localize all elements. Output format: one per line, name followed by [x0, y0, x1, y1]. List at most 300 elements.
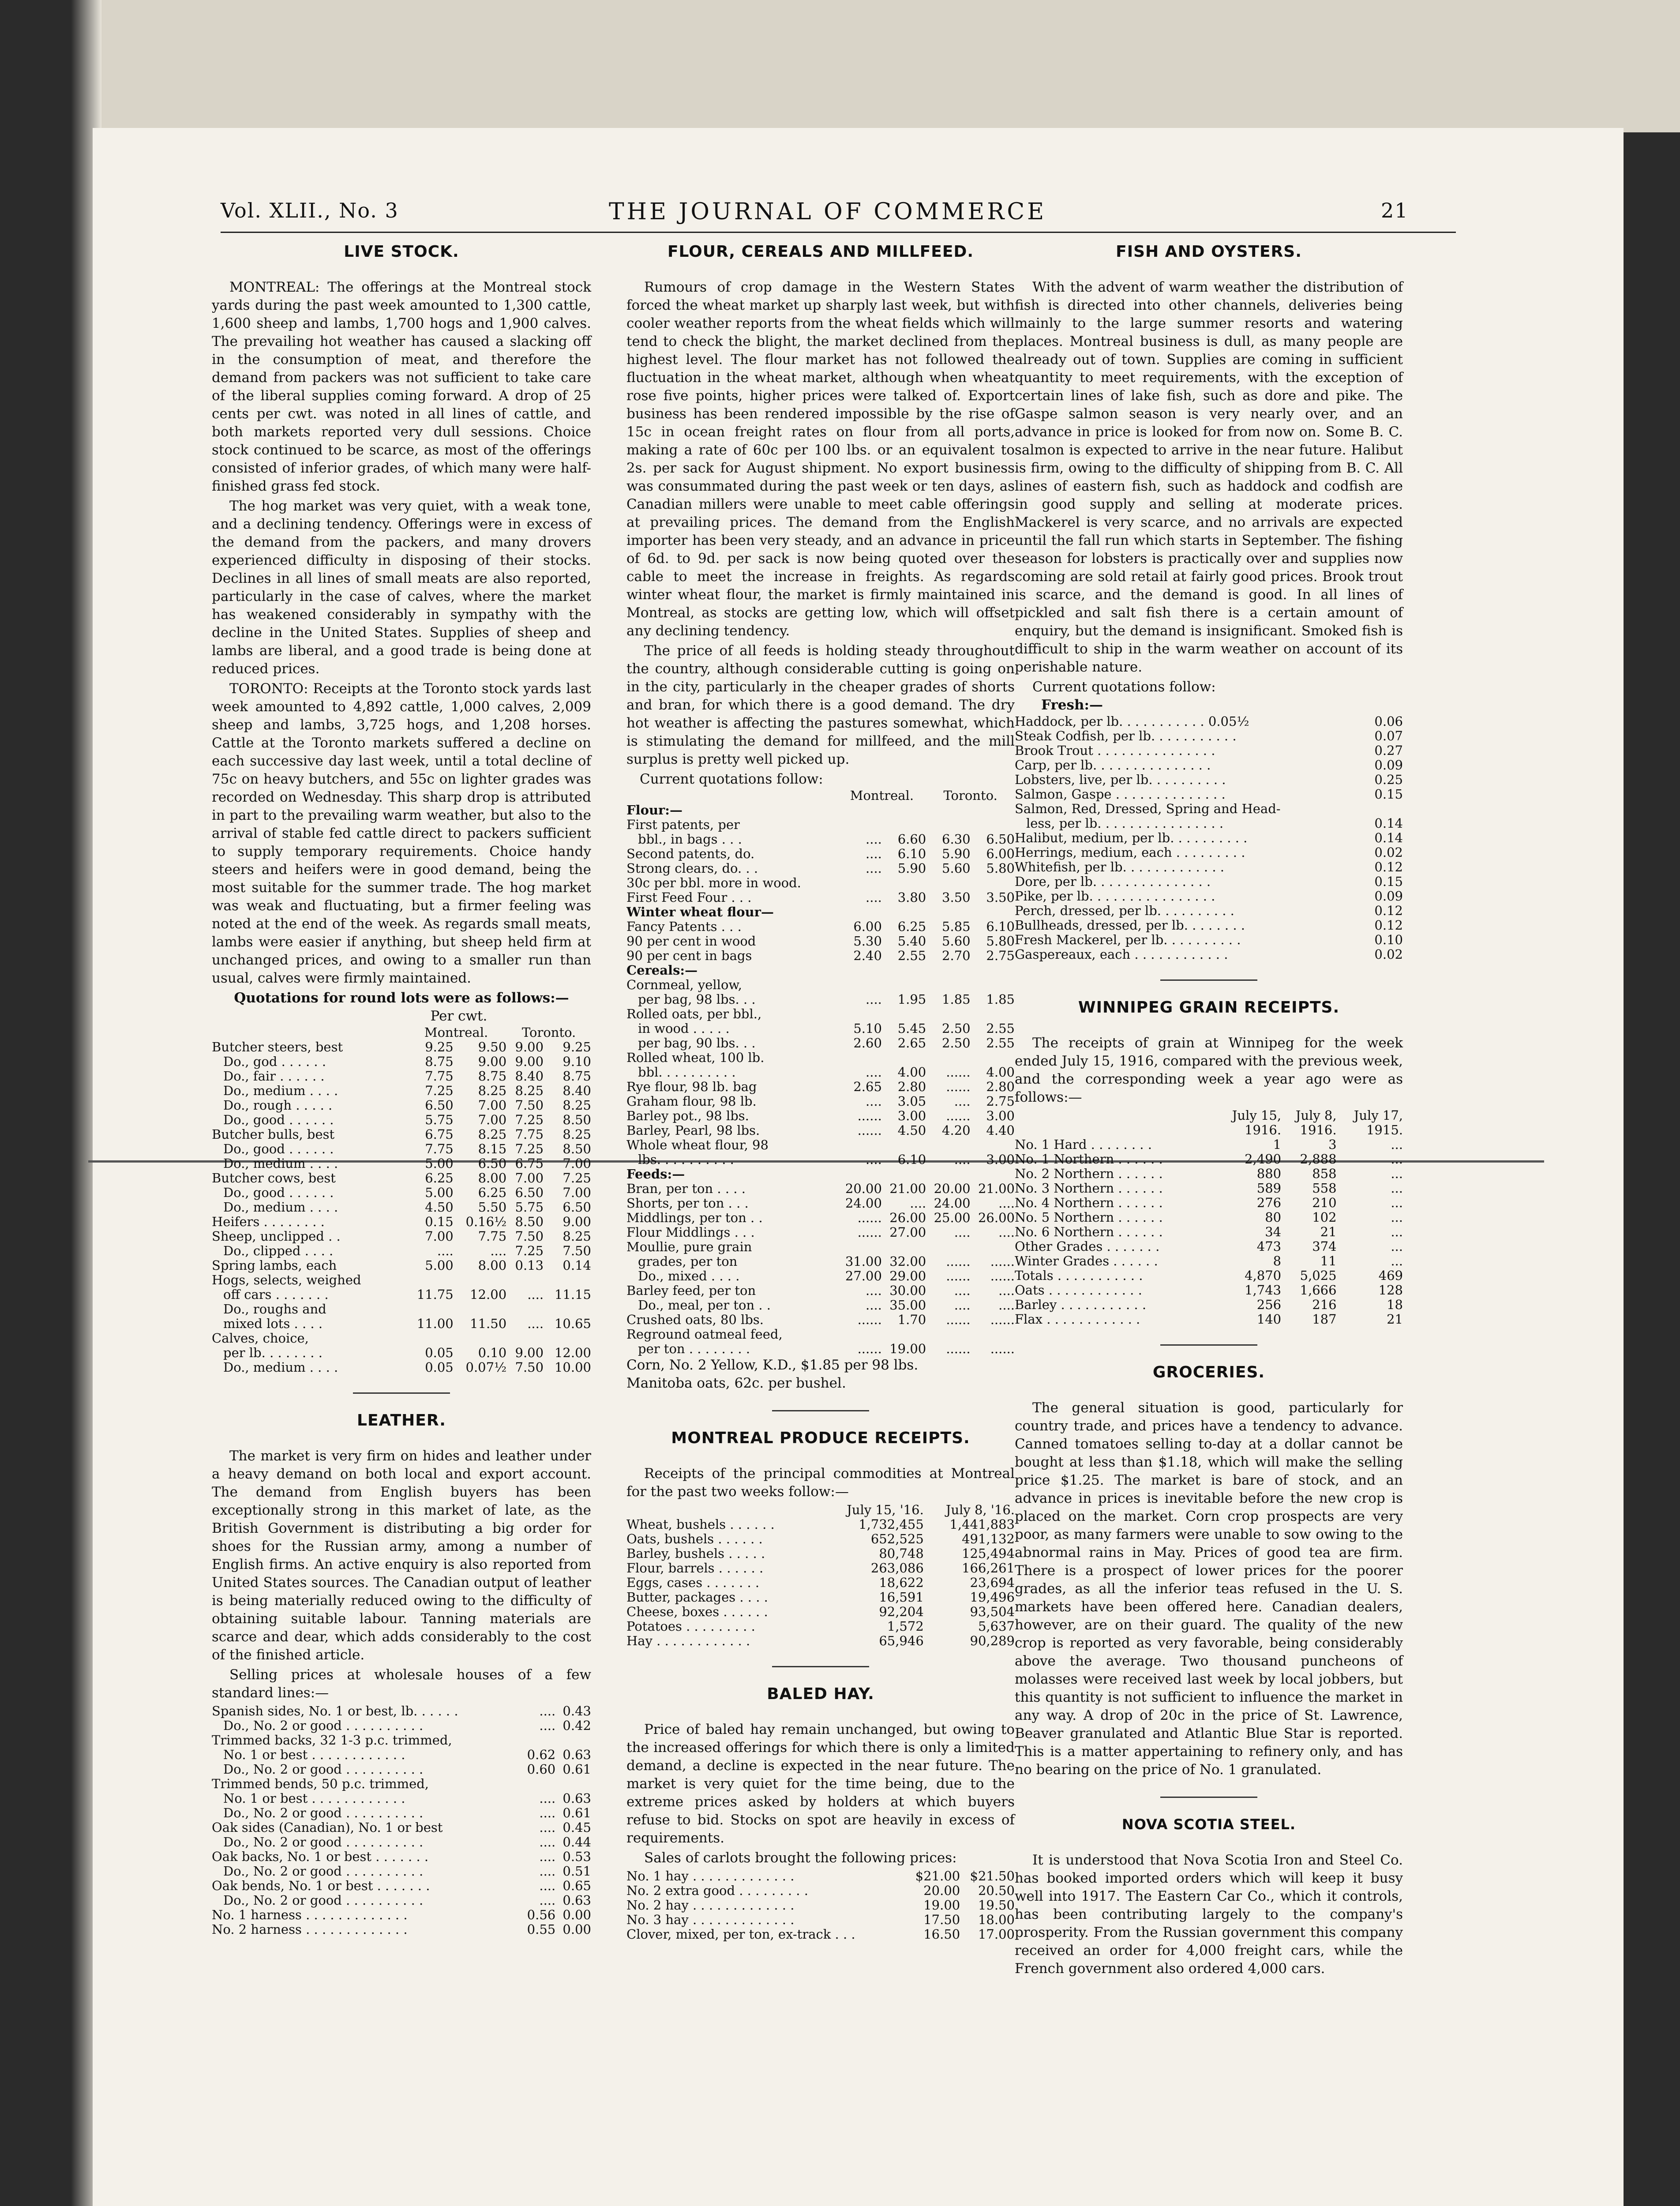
- row-label: First Feed Four . . .: [626, 890, 752, 905]
- table-row: [626, 1605, 1015, 1619]
- row-value: 0.14: [1374, 816, 1403, 831]
- row-value: [454, 1273, 506, 1287]
- row-value: 21: [1387, 1312, 1403, 1327]
- row-label: Potatoes . . . . . . . . .: [626, 1619, 755, 1634]
- row-value: [838, 876, 882, 890]
- row-label: Cornmeal, yellow,: [626, 978, 742, 992]
- row-value: ......: [990, 1268, 1015, 1283]
- table-row: [626, 890, 1015, 905]
- row-label: off cars . . . . . . .: [223, 1287, 329, 1302]
- row-label: Calves, choice,: [212, 1331, 309, 1346]
- table-row: [212, 1229, 591, 1244]
- row-value: 7.00: [478, 1098, 507, 1113]
- flour-footer-line-2: Manitoba oats, 62c. per bushel.: [626, 1375, 846, 1391]
- row-label: Do., medium . . . .: [223, 1156, 338, 1171]
- table-row: [212, 1186, 591, 1200]
- row-value: 19.00: [889, 1341, 926, 1356]
- page-number: 21: [1381, 199, 1409, 222]
- winnipeg-head-1: July 15,: [1232, 1108, 1282, 1123]
- table-row: [626, 905, 1015, 919]
- row-value: 7.25: [425, 1083, 454, 1098]
- row-value: 9.25: [562, 1039, 591, 1054]
- row-label: Flour, barrels . . . . . .: [626, 1561, 764, 1576]
- winnipeg-heading: WINNIPEG GRAIN RECEIPTS.: [1078, 998, 1340, 1017]
- row-label: Fresh Mackerel, per lb. . . . . . . . . .: [1015, 933, 1241, 947]
- row-value: 6.00: [853, 919, 882, 934]
- paragraph: The price of all feeds is holding steady throughout the country, although considerable cutting is going on in the city, particularly in the cheaper grades of shorts and bran, for which there is a good demand. The dry hot weather is affecting the pastures somewhat, which is stimulating the demand for millfeed, and the mill surplus is pretty well picked up.: [626, 643, 1015, 767]
- fish-fresh-label: Fresh:—: [1041, 697, 1103, 713]
- row-value: 0.55: [527, 1922, 556, 1937]
- row-value: 166,261: [962, 1561, 1015, 1576]
- row-value: 0.00: [562, 1907, 591, 1922]
- row-value: 18.00: [978, 1912, 1015, 1927]
- winnipeg-table: [1015, 1108, 1403, 1327]
- table-row: [212, 1806, 591, 1820]
- row-value: [882, 1138, 926, 1152]
- row-value: ......: [946, 1065, 971, 1080]
- fish-body: [1015, 278, 1403, 676]
- row-value: ......: [857, 1123, 882, 1138]
- row-value: 6.10: [897, 1152, 926, 1167]
- row-value: 18: [1387, 1297, 1403, 1312]
- table-row: [626, 803, 1015, 818]
- row-value: 0.45: [562, 1820, 591, 1835]
- flour-col-montreal: Montreal.: [850, 788, 914, 803]
- row-label: No. 1 or best . . . . . . . . . . . .: [223, 1791, 405, 1806]
- row-value: [926, 963, 970, 978]
- row-value: [838, 963, 882, 978]
- row-value: [454, 1302, 506, 1317]
- row-value: [971, 876, 1015, 890]
- table-row: [626, 1517, 1015, 1532]
- row-value: ....: [539, 1849, 556, 1864]
- row-value: [882, 905, 926, 919]
- row-value: 491,132: [962, 1531, 1015, 1546]
- row-value: ....: [866, 1094, 882, 1109]
- flour-heading: FLOUR, CEREALS AND MILLFEED.: [667, 243, 974, 261]
- row-value: 1.70: [897, 1312, 926, 1327]
- table-row: [1015, 1137, 1403, 1152]
- row-value: 7.75: [425, 1069, 454, 1084]
- row-label: Spanish sides, No. 1 or best, lb. . . . . .: [212, 1704, 458, 1718]
- row-label: Barley, bushels . . . . .: [626, 1546, 765, 1561]
- row-value: 0.10: [1374, 932, 1403, 947]
- row-value: 858: [1312, 1166, 1337, 1181]
- table-row: [1015, 729, 1403, 743]
- row-value: [882, 1327, 926, 1342]
- row-value: 19.50: [978, 1898, 1015, 1913]
- row-value: 24.00: [934, 1196, 971, 1211]
- row-value: 5.90: [897, 861, 926, 876]
- row-label: Oats . . . . . . . . . . . .: [1015, 1283, 1142, 1298]
- section-divider: [353, 1392, 450, 1394]
- row-value: 2.65: [897, 1035, 926, 1050]
- volume-label: Vol. XLII., No. 3: [221, 199, 399, 222]
- row-value: [506, 1302, 544, 1317]
- row-label: Spring lambs, each: [212, 1258, 337, 1273]
- table-row: [1015, 1152, 1403, 1167]
- baled-hay-heading: BALED HAY.: [767, 1685, 874, 1703]
- produce-intro: Receipts of the principal commodities at Montreal for the past two weeks follow:—: [626, 1466, 1015, 1500]
- row-value: [971, 1007, 1015, 1021]
- row-value: ...: [1391, 1224, 1403, 1239]
- table-row: [626, 963, 1015, 978]
- row-label: Middlings, per ton . .: [626, 1211, 763, 1225]
- row-label: per bag, 98 lbs. . .: [638, 992, 756, 1007]
- row-label: Oak backs, No. 1 or best . . . . . . .: [212, 1850, 429, 1864]
- row-value: 0.00: [562, 1922, 591, 1937]
- row-value: 1: [1273, 1137, 1282, 1152]
- row-value: 0.12: [1374, 918, 1403, 933]
- row-value: 2.80: [986, 1079, 1015, 1094]
- row-value: 9.00: [515, 1345, 544, 1360]
- row-label: Do., good . . . . . .: [223, 1113, 334, 1127]
- row-value: ......: [857, 1210, 882, 1225]
- row-label: Barley pot., 98 lbs.: [626, 1109, 749, 1123]
- row-value: 9.25: [425, 1039, 454, 1054]
- table-row: [626, 1298, 1015, 1313]
- table-row: [212, 1098, 591, 1113]
- row-value: 25.00: [934, 1210, 971, 1225]
- table-row: [626, 1167, 1015, 1182]
- row-value: [406, 1331, 454, 1346]
- row-value: [838, 1007, 882, 1021]
- row-value: 6.60: [897, 832, 926, 847]
- table-row: [212, 1864, 591, 1879]
- row-label: Whitefish, per lb. . . . . . . . . . . . .: [1015, 860, 1225, 874]
- row-value: ....: [539, 1718, 556, 1733]
- row-value: 0.15: [1374, 787, 1403, 802]
- winnipeg-year-3: 1915.: [1366, 1122, 1403, 1137]
- row-label: Do., No. 2 or good . . . . . . . . . .: [223, 1893, 424, 1908]
- row-value: 7.00: [478, 1112, 507, 1127]
- row-label: Perch, dressed, per lb. . . . . . . . . .: [1015, 904, 1234, 918]
- row-value: 1.95: [897, 992, 926, 1007]
- paragraph: With the advent of warm weather the distribution of fish is directed into other channels, deliveries being mainly to the large summer resorts and watering places. Montreal business is dull, as many people are already out of town. Supplies are coming in sufficient quantity to meet requirements, with the exception of certain lines of lake fish, such as dore and pike. The Gaspe salmon season is very nearly over, and an advance in price is looked for from now on. Some B. C. salmon is expected to arrive in the near future. Halibut is firm, owing to the difficulty of shipping from B. C. All lines of eastern fish, such as haddock and codfish are in good supply and selling at moderate prices. Mackerel is very scarce, and no arrivals are expected until the fall run which starts in September. The fishing season for lobsters is practically over and supplies now coming are sold retail at fairly good prices. Brook trout is scarce, and the demand is good. In all lines of pickled and salt fish there is a certain amount of enquiry, but the demand is insignificant. Smoked fish is difficult to ship in the warm weather on account of its perishable nature.: [1015, 279, 1403, 675]
- paragraph: Selling prices at wholesale houses of a few standard lines:—: [212, 1667, 591, 1701]
- row-value: 7.50: [515, 1360, 544, 1375]
- row-value: 0.51: [562, 1864, 591, 1879]
- table-row: [212, 1331, 591, 1346]
- row-value: ......: [946, 1108, 971, 1123]
- row-label: No. 2 extra good . . . . . . . . .: [626, 1883, 808, 1898]
- row-label: Do., mixed . . . .: [638, 1269, 740, 1283]
- row-value: 0.05: [425, 1345, 454, 1360]
- row-value: 8.40: [515, 1069, 544, 1084]
- row-value: 4.50: [425, 1200, 454, 1215]
- row-value: 128: [1378, 1283, 1403, 1298]
- row-value: ...: [1391, 1210, 1403, 1225]
- row-value: 6.50: [562, 1200, 591, 1215]
- row-label: Do., rough . . . . .: [223, 1098, 333, 1113]
- row-label: Steak Codfish, per lb. . . . . . . . . . .: [1015, 729, 1237, 743]
- row-value: 11.15: [554, 1287, 591, 1302]
- row-label: Hay . . . . . . . . . . . .: [626, 1634, 750, 1648]
- table-row: [212, 1273, 591, 1287]
- section-divider: [1160, 1344, 1257, 1346]
- table-row: [212, 1215, 591, 1229]
- row-value: 2.75: [986, 948, 1015, 963]
- paragraph: The hog market was very quiet, with a weak tone, and a declining tendency. Offerings were in excess of the demand from the packers, and many drovers experienced difficulty in disposing of their stocks. Declines in all lines of small meats are also reported, particularly in the case of calves, where the market has weakened considerably in sympathy with the decline in the United States. Supplies of sheep and lambs are liberal, and a good trade is being done at reduced prices.: [212, 498, 591, 677]
- table-row: [212, 1748, 591, 1762]
- row-value: 7.25: [515, 1112, 544, 1127]
- row-label: No. 2 harness . . . . . . . . . . . . .: [212, 1922, 408, 1937]
- table-row: [212, 1908, 591, 1922]
- row-value: 18,622: [879, 1575, 924, 1590]
- row-value: 12.00: [470, 1287, 507, 1302]
- row-label: per ton . . . . . . . .: [638, 1342, 750, 1356]
- row-value: ....: [998, 1225, 1015, 1240]
- table-row: [626, 1913, 1015, 1927]
- table-row: [1015, 758, 1403, 773]
- row-value: 558: [1312, 1181, 1337, 1196]
- table-row: [1015, 1283, 1403, 1298]
- row-value: 0.44: [562, 1835, 591, 1850]
- row-label: No. 3 Northern . . . . . .: [1015, 1181, 1163, 1196]
- table-row: [626, 1576, 1015, 1590]
- row-value: 4.20: [942, 1123, 971, 1138]
- row-label: Do., god . . . . . .: [223, 1054, 326, 1069]
- row-label: Do., good . . . . . .: [223, 1142, 334, 1156]
- row-value: [406, 1273, 454, 1287]
- row-value: [454, 1331, 506, 1346]
- row-value: 7.00: [562, 1185, 591, 1200]
- row-value: ....: [539, 1893, 556, 1908]
- row-label: in wood . . . . .: [638, 1021, 730, 1036]
- row-label: mixed lots . . . .: [223, 1317, 323, 1331]
- row-value: 0.06: [1374, 714, 1403, 729]
- leather-heading: LEATHER.: [357, 1411, 446, 1429]
- row-value: 256: [1256, 1297, 1282, 1312]
- row-value: 0.43: [562, 1703, 591, 1718]
- row-value: [838, 803, 882, 818]
- table-row: [626, 1313, 1015, 1327]
- table-row: [626, 1327, 1015, 1342]
- row-value: 8.25: [562, 1098, 591, 1113]
- row-value: 5.75: [515, 1200, 544, 1215]
- row-label: Gaspereaux, each . . . . . . . . . . . .: [1015, 947, 1228, 962]
- table-row: [212, 1156, 591, 1171]
- row-value: 7.00: [425, 1229, 454, 1244]
- row-value: ......: [946, 1312, 971, 1327]
- leather-table: [212, 1704, 591, 1937]
- row-value: 0.56: [527, 1907, 556, 1922]
- row-value: 5.60: [942, 934, 971, 949]
- fish-heading: FISH AND OYSTERS.: [1116, 243, 1302, 261]
- row-value: [971, 803, 1015, 818]
- row-label: Do., No. 2 or good . . . . . . . . . .: [223, 1864, 424, 1879]
- row-value: 20.00: [923, 1883, 960, 1898]
- row-value: 7.50: [562, 1243, 591, 1258]
- table-row: [626, 1050, 1015, 1065]
- row-value: 2.50: [942, 1021, 971, 1036]
- row-value: [838, 1138, 882, 1152]
- row-value: 0.14: [1374, 830, 1403, 845]
- winnipeg-year-1: 1916.: [1245, 1122, 1282, 1137]
- row-value: 26.00: [978, 1210, 1015, 1225]
- row-value: ....: [910, 1196, 926, 1211]
- row-value: 2,490: [1245, 1152, 1282, 1167]
- row-value: 90,289: [970, 1633, 1015, 1648]
- row-value: 0.25: [1374, 772, 1403, 787]
- row-value: 16.50: [923, 1927, 960, 1942]
- row-label: Do., No. 2 or good . . . . . . . . . .: [223, 1718, 424, 1733]
- row-value: 65,946: [879, 1633, 924, 1648]
- row-value: [882, 876, 926, 890]
- table-row: [626, 1532, 1015, 1546]
- row-label: Do., No. 2 or good . . . . . . . . . .: [223, 1835, 424, 1850]
- row-value: ...: [1391, 1166, 1403, 1181]
- table-row: [626, 1546, 1015, 1561]
- row-value: 6.50: [986, 832, 1015, 847]
- flour-quote-intro: Current quotations follow:: [640, 771, 823, 787]
- row-value: 20.50: [978, 1883, 1015, 1898]
- row-value: 0.02: [1374, 845, 1403, 860]
- row-label: lbs. . . . . . . . . .: [638, 1152, 734, 1167]
- table-row: [212, 1850, 591, 1864]
- row-value: [926, 1240, 970, 1254]
- row-value: 7.25: [562, 1171, 591, 1186]
- row-label: Flax . . . . . . . . . . . .: [1015, 1312, 1140, 1327]
- row-label: Haddock, per lb. . . . . . . . . . . 0.05½: [1015, 714, 1249, 729]
- row-value: 7.75: [478, 1229, 507, 1244]
- row-value: 0.60: [527, 1762, 556, 1777]
- row-value: 2.60: [853, 1035, 882, 1050]
- table-row: [626, 978, 1015, 992]
- table-row: [626, 1152, 1015, 1167]
- row-value: [838, 978, 882, 992]
- row-value: 8.75: [562, 1069, 591, 1084]
- row-label: less, per lb. . . . . . . . . . . . . . . .: [1026, 816, 1224, 831]
- table-row: [626, 919, 1015, 934]
- row-value: 1,572: [887, 1619, 924, 1634]
- row-value: 21.00: [889, 1181, 926, 1196]
- table-row: [626, 1021, 1015, 1036]
- row-value: 0.62: [527, 1747, 556, 1762]
- row-value: 652,525: [870, 1531, 924, 1546]
- row-value: ....: [866, 1065, 882, 1080]
- table-row: [212, 1054, 591, 1069]
- row-value: 8.25: [478, 1083, 507, 1098]
- row-label: 90 per cent in wood: [626, 934, 756, 949]
- row-value: [882, 1167, 926, 1182]
- row-value: [882, 1007, 926, 1021]
- paragraph: It is understood that Nova Scotia Iron and Steel Co. has booked imported orders which will keep it busy well into 1917. The Eastern Car Co., which it controls, has been contributing largely to the company's prosperity. From the Russian government this company received an order for 4,000 freight cars, while the French government also ordered 4,000 cars.: [1015, 1852, 1403, 1977]
- row-value: [926, 1327, 970, 1342]
- row-value: 17.50: [923, 1912, 960, 1927]
- table-row: [212, 1791, 591, 1806]
- row-value: 27.00: [889, 1225, 926, 1240]
- flour-col-toronto: Toronto.: [943, 788, 998, 803]
- row-value: 0.13: [515, 1258, 544, 1273]
- row-value: 7.75: [425, 1141, 454, 1156]
- baled-hay-table: [626, 1869, 1015, 1942]
- table-row: [626, 876, 1015, 890]
- row-value: 6.00: [986, 846, 1015, 861]
- row-label: Barley, Pearl, 98 lbs.: [626, 1123, 760, 1138]
- row-label: per bag, 90 lbs. . .: [638, 1036, 756, 1050]
- row-value: 8.50: [562, 1141, 591, 1156]
- table-row: [1015, 743, 1403, 758]
- nova-scotia-heading: NOVA SCOTIA STEEL.: [1121, 1816, 1296, 1833]
- row-value: [544, 1273, 591, 1287]
- row-value: [971, 1138, 1015, 1152]
- table-row: [1015, 1225, 1403, 1239]
- row-value: 0.65: [562, 1878, 591, 1893]
- row-value: 6.30: [942, 832, 971, 847]
- column-1: [212, 238, 591, 1937]
- paragraph: TORONTO: Receipts at the Toronto stock yards last week amounted to 4,892 cattle, 1,000 calves, 2,009 sheep and lambs, 3,725 hogs, and 1,208 horses. Cattle at the Toronto markets suffered a decline on each successive day last week, until a total decline of 75c on heavy butchers, and 55c on lighter grades was recorded on Wednesday. This sharp drop is attributed in part to the prevailing warm weather, but also to the arrival of stable fed cattle direct to packers sufficient to supply temporary requirements. Choice handy steers and heifers were in good demand, being the most suitable for the summer trade. The hog market was weak and fluctuating, but a firmer feeling was noted at the end of the week. As regards small meats, lambs were easier if anything, but sheep held firm at unchanged prices, and owing to a smaller run than usual, calves were firmly maintained.: [212, 681, 591, 986]
- row-value: ....: [866, 861, 882, 876]
- row-label: No. 6 Northern . . . . . .: [1015, 1225, 1163, 1239]
- table-row: [212, 1922, 591, 1937]
- row-label: Cereals:—: [626, 963, 698, 978]
- row-value: [555, 1733, 591, 1748]
- row-label: Reground oatmeal feed,: [626, 1327, 783, 1342]
- table-row: [626, 1225, 1015, 1240]
- row-label: No. 1 or best . . . . . . . . . . . .: [223, 1748, 405, 1762]
- row-label: Totals . . . . . . . . . . .: [1015, 1268, 1143, 1283]
- row-value: ......: [857, 1225, 882, 1240]
- binding-shadow: [0, 0, 101, 2206]
- row-value: ....: [490, 1243, 507, 1258]
- row-value: ....: [866, 992, 882, 1007]
- table-row: [212, 1820, 591, 1835]
- row-label: No. 1 hay . . . . . . . . . . . . .: [626, 1869, 795, 1883]
- row-value: 473: [1256, 1239, 1282, 1254]
- row-value: 125,494: [962, 1546, 1015, 1561]
- table-row: [1015, 1298, 1403, 1312]
- table-row: [1015, 1239, 1403, 1254]
- row-value: 2.65: [853, 1079, 882, 1094]
- row-label: grades, per ton: [638, 1254, 738, 1269]
- row-label: Do., meal, per ton . .: [638, 1298, 771, 1313]
- row-value: 0.63: [562, 1893, 591, 1908]
- row-label: Hogs, selects, weighed: [212, 1273, 361, 1287]
- row-value: 9.00: [515, 1054, 544, 1069]
- row-value: 80: [1265, 1210, 1282, 1225]
- row-value: 5.90: [942, 846, 971, 861]
- row-label: Do., clipped . . . .: [223, 1244, 334, 1258]
- row-value: 0.15: [425, 1214, 454, 1229]
- row-value: 8.00: [478, 1171, 507, 1186]
- row-label: Fancy Patents . . .: [626, 919, 742, 934]
- row-value: [971, 905, 1015, 919]
- row-value: ...: [1391, 1195, 1403, 1210]
- row-value: 5.60: [942, 861, 971, 876]
- row-value: 7.25: [515, 1141, 544, 1156]
- row-value: 5.75: [425, 1112, 454, 1127]
- row-value: 2.80: [897, 1079, 926, 1094]
- row-value: 3: [1328, 1137, 1337, 1152]
- table-row: [1015, 816, 1403, 831]
- row-value: 3.50: [942, 890, 971, 905]
- table-row: [626, 1898, 1015, 1913]
- row-value: 3.05: [897, 1094, 926, 1109]
- row-value: 9.00: [562, 1214, 591, 1229]
- row-value: 102: [1312, 1210, 1337, 1225]
- row-value: 8.25: [478, 1127, 507, 1142]
- row-value: ...: [1391, 1253, 1403, 1268]
- row-value: 3.00: [897, 1108, 926, 1123]
- row-value: 2.55: [986, 1021, 1015, 1036]
- row-value: 93,504: [970, 1604, 1015, 1619]
- table-row: [212, 1200, 591, 1215]
- row-value: 5.50: [478, 1200, 507, 1215]
- table-row: [626, 1269, 1015, 1283]
- row-value: 20.00: [934, 1181, 971, 1196]
- table-row: [626, 1619, 1015, 1634]
